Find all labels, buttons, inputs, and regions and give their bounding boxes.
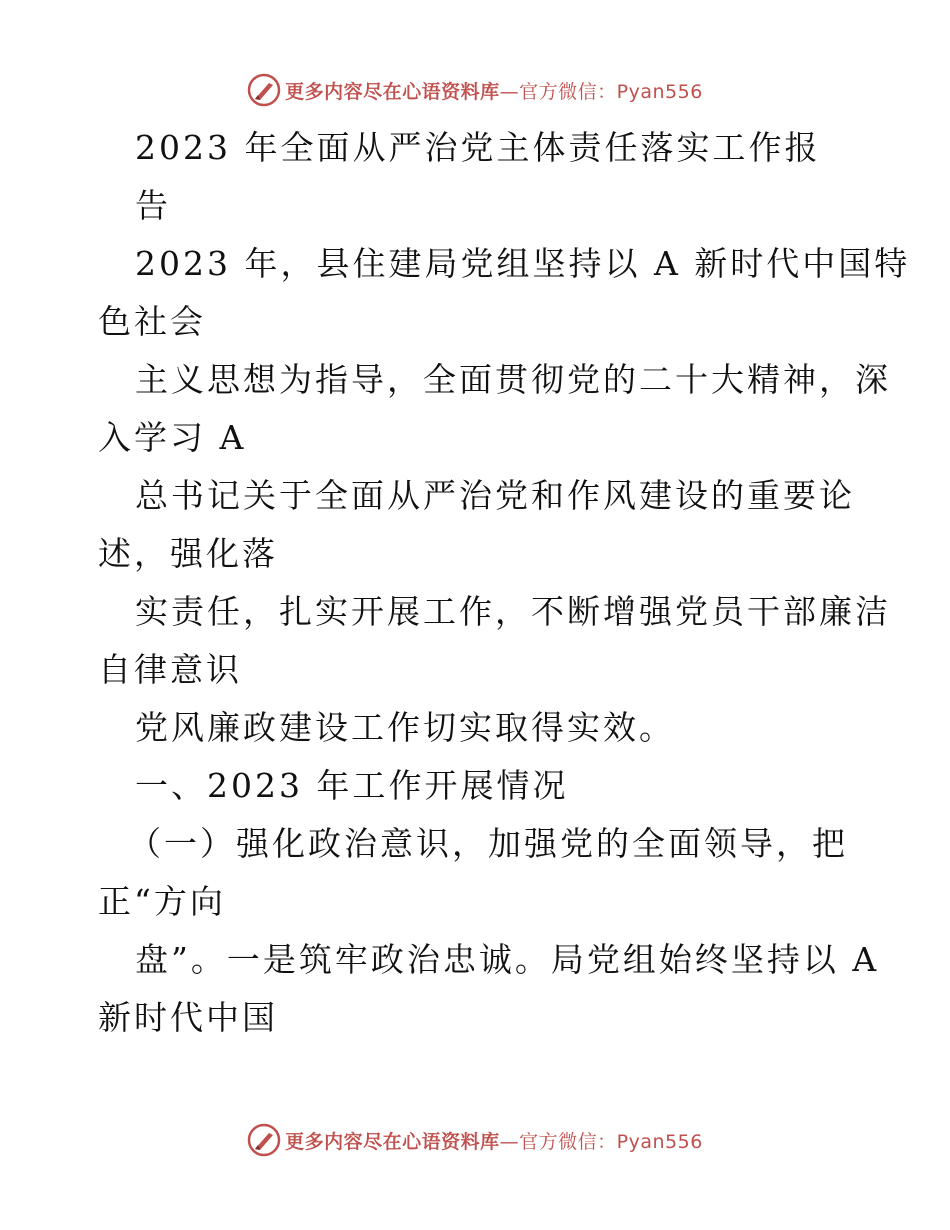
paragraph-line: 党风廉政建设工作切实取得实效。 [135, 708, 675, 747]
watermark-text: 更多内容尽在心语资料库—官方微信：Pyan556 [285, 80, 703, 103]
paragraph-line: 主义思想为指导，全面贯彻党的二十大精神，深 [135, 360, 891, 399]
pen-logo-icon [247, 1123, 281, 1157]
paragraph-line: 2023 年，县住建局党组坚持以 A 新时代中国特 [135, 244, 911, 283]
paragraph-line: 自律意识 [98, 650, 242, 689]
watermark-text: 更多内容尽在心语资料库—官方微信：Pyan556 [285, 1130, 703, 1153]
doc-title-line-1: 2023 年全面从严治党主体责任落实工作报 [135, 128, 821, 167]
paragraph-line: 盘”。一是筑牢政治忠诚。局党组始终坚持以 A [135, 940, 880, 979]
watermark-banner-bottom [0, 1120, 950, 1160]
pen-logo-icon [247, 73, 281, 107]
paragraph-line: 新时代中国 [98, 998, 278, 1037]
paragraph-line: 色社会 [98, 302, 206, 341]
paragraph-line: 总书记关于全面从严治党和作风建设的重要论 [135, 476, 855, 515]
doc-title-line-2: 告 [135, 186, 171, 225]
watermark-banner-top [0, 70, 950, 110]
paragraph-line: 实责任，扎实开展工作，不断增强党员干部廉洁 [135, 592, 891, 631]
paragraph-line: 述，强化落 [98, 534, 278, 573]
section-heading: 一、2023 年工作开展情况 [135, 766, 569, 805]
paragraph-line: 入学习 A [98, 418, 247, 457]
paragraph-line: 正“方向 [98, 882, 226, 921]
subsection-heading: （一）强化政治意识，加强党的全面领导，把 [128, 824, 848, 863]
